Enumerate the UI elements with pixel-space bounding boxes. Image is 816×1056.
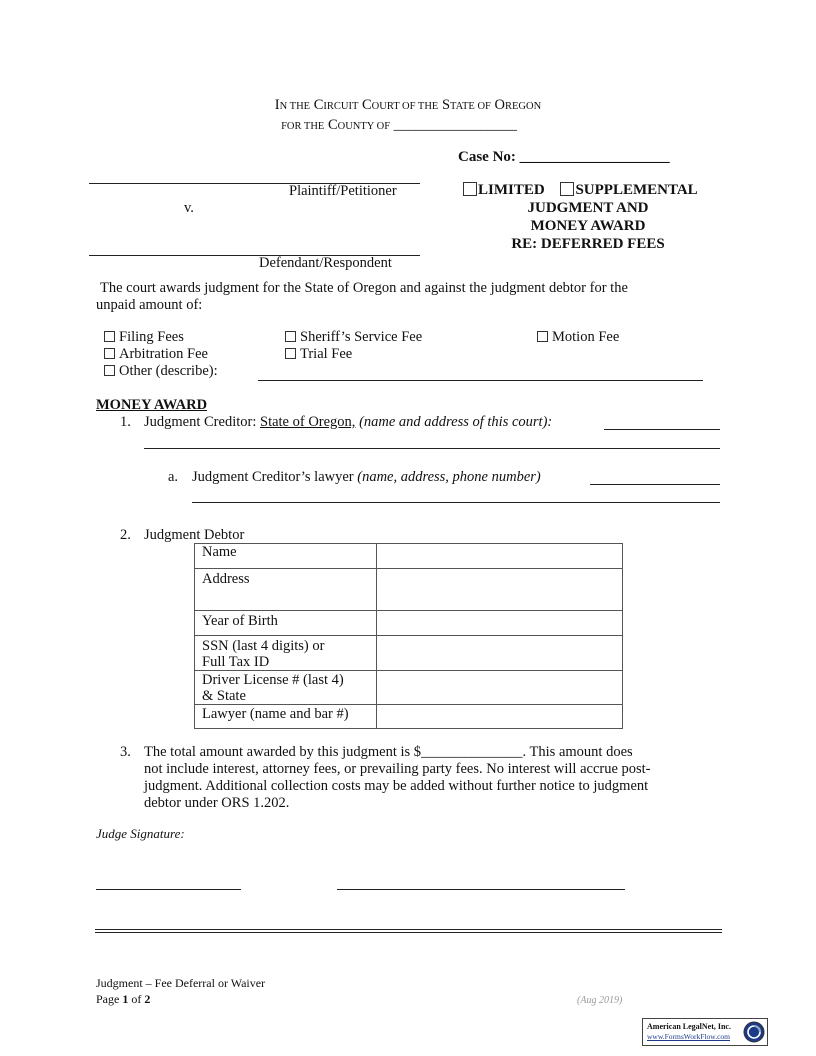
money-award-heading: MONEY AWARD bbox=[96, 397, 208, 413]
lawyer-line-2[interactable] bbox=[192, 502, 720, 503]
filing-fees-label: Filing Fees bbox=[119, 329, 184, 345]
debtor-name-field[interactable] bbox=[377, 544, 623, 569]
fee-motion bbox=[537, 329, 619, 346]
other-describe-line[interactable] bbox=[258, 380, 703, 381]
debtor-ssn-label-2: Full Tax ID bbox=[202, 654, 270, 670]
sheriffs-fee-checkbox[interactable] bbox=[285, 331, 296, 342]
case-no-label: Case No: bbox=[458, 149, 516, 165]
revision-date: (Aug 2019) bbox=[577, 995, 623, 1006]
defendant-label: Defendant/Respondent bbox=[259, 255, 392, 271]
case-no-blank[interactable]: ____________________ bbox=[519, 149, 670, 165]
title-line-1: JUDGMENT AND bbox=[527, 200, 649, 216]
motion-fee-checkbox[interactable] bbox=[537, 331, 548, 342]
table-row bbox=[195, 705, 623, 729]
other-fee-label: Other (describe): bbox=[119, 363, 218, 379]
item1a-text bbox=[192, 469, 541, 486]
debtor-name-label: Name bbox=[195, 544, 377, 569]
item3-line-1: The total amount awarded by this judgment is $______________. This amount does bbox=[144, 744, 633, 760]
logo-name: American LegalNet, Inc. bbox=[647, 1022, 731, 1031]
item3-number: 3. bbox=[120, 744, 131, 760]
page-total: 2 bbox=[144, 992, 151, 1006]
court-line-1: IN THE CIRCUIT COURT OF THE STATE OF OREGON bbox=[274, 97, 542, 113]
court-heading bbox=[0, 96, 816, 136]
case-number bbox=[458, 149, 670, 166]
debtor-license-label-2: & State bbox=[202, 688, 246, 704]
item2-number: 2. bbox=[120, 527, 131, 543]
supplemental-checkbox[interactable] bbox=[560, 182, 574, 196]
fee-filing bbox=[104, 329, 184, 346]
supplemental-label: SUPPLEMENTAL bbox=[575, 182, 698, 198]
item1-note: (name and address of this court): bbox=[359, 414, 553, 430]
debtor-license-field[interactable] bbox=[377, 671, 623, 705]
filing-fees-checkbox[interactable] bbox=[104, 331, 115, 342]
item3-line-2: not include interest, attorney fees, or prevailing party fees. No interest will accrue post- bbox=[144, 761, 651, 777]
footer-divider-2 bbox=[95, 932, 722, 933]
creditor-line-2[interactable] bbox=[144, 448, 720, 449]
item1a-label: Judgment Creditor’s lawyer bbox=[192, 469, 354, 485]
fee-other bbox=[104, 363, 218, 380]
fee-sheriff bbox=[285, 329, 422, 346]
page-current: 1 bbox=[122, 992, 129, 1006]
table-row bbox=[195, 611, 623, 636]
intro-line-2: unpaid amount of: bbox=[96, 297, 203, 313]
signature-line[interactable] bbox=[337, 889, 625, 890]
limited-label: LIMITED bbox=[478, 182, 545, 198]
table-row bbox=[195, 569, 623, 611]
item1-label: Judgment Creditor: bbox=[144, 414, 257, 430]
county-blank[interactable]: _________________ bbox=[393, 117, 517, 133]
fee-trial bbox=[285, 346, 352, 363]
title-line-3: RE: DEFERRED FEES bbox=[511, 236, 665, 252]
item3-paragraph bbox=[144, 744, 710, 812]
globe-icon bbox=[743, 1021, 765, 1043]
debtor-birth-year-field[interactable] bbox=[377, 611, 623, 636]
item1-number: 1. bbox=[120, 414, 131, 430]
page-of: of bbox=[131, 992, 142, 1006]
page-prefix: Page bbox=[96, 992, 120, 1006]
court-line-2: FOR THE COUNTY OF _________________ bbox=[281, 117, 517, 133]
trial-fee-label: Trial Fee bbox=[300, 346, 353, 362]
debtor-address-field[interactable] bbox=[377, 569, 623, 611]
debtor-ssn-label bbox=[195, 636, 377, 671]
arbitration-fee-label: Arbitration Fee bbox=[119, 346, 208, 362]
lawyer-line-1[interactable] bbox=[590, 484, 720, 485]
intro-line-1: The court awards judgment for the State of Oregon and against the judgment debtor for the bbox=[100, 280, 628, 296]
item2-label: Judgment Debtor bbox=[144, 527, 245, 543]
page-number bbox=[96, 992, 150, 1007]
table-row bbox=[195, 544, 623, 569]
item1-creditor: State of Oregon, bbox=[260, 414, 356, 430]
motion-fee-label: Motion Fee bbox=[552, 329, 620, 345]
debtor-license-label bbox=[195, 671, 377, 705]
table-row bbox=[195, 636, 623, 671]
debtor-license-label-1: Driver License # (last 4) bbox=[202, 672, 344, 688]
form-name: Judgment – Fee Deferral or Waiver bbox=[96, 976, 266, 990]
debtor-lawyer-field[interactable] bbox=[377, 705, 623, 729]
debtor-address-label: Address bbox=[195, 569, 377, 611]
arbitration-fee-checkbox[interactable] bbox=[104, 348, 115, 359]
sheriffs-fee-label: Sheriff’s Service Fee bbox=[300, 329, 423, 345]
debtor-ssn-field[interactable] bbox=[377, 636, 623, 671]
limited-checkbox[interactable] bbox=[463, 182, 477, 196]
debtor-birth-year-label: Year of Birth bbox=[195, 611, 377, 636]
fee-arbitration bbox=[104, 346, 208, 363]
judgment-debtor-table bbox=[194, 543, 623, 729]
signature-date-line[interactable] bbox=[96, 889, 241, 890]
intro-paragraph bbox=[96, 280, 726, 314]
logo-url[interactable]: www.FormsWorkFlow.com bbox=[647, 1032, 731, 1041]
plaintiff-label: Plaintiff/Petitioner bbox=[289, 183, 397, 199]
item1a-note: (name, address, phone number) bbox=[357, 469, 541, 485]
item1-text bbox=[144, 414, 552, 431]
item3-line-4: debtor under ORS 1.202. bbox=[144, 795, 290, 811]
trial-fee-checkbox[interactable] bbox=[285, 348, 296, 359]
footer-divider-1 bbox=[95, 929, 722, 930]
other-fee-checkbox[interactable] bbox=[104, 365, 115, 376]
title-line-2: MONEY AWARD bbox=[530, 218, 646, 234]
judge-signature-label: Judge Signature: bbox=[96, 826, 185, 841]
debtor-ssn-label-1: SSN (last 4 digits) or bbox=[202, 638, 325, 654]
debtor-lawyer-label: Lawyer (name and bar #) bbox=[195, 705, 377, 729]
item1a-letter: a. bbox=[168, 469, 179, 485]
document-title bbox=[460, 199, 716, 253]
item3-line-3: judgment. Additional collection costs may be added without further notice to judgment bbox=[144, 778, 649, 794]
table-row bbox=[195, 671, 623, 705]
creditor-line-1[interactable] bbox=[604, 429, 720, 430]
publisher-logo[interactable] bbox=[642, 1018, 768, 1046]
versus-label: v. bbox=[184, 200, 194, 216]
judgment-type-options bbox=[463, 182, 698, 199]
